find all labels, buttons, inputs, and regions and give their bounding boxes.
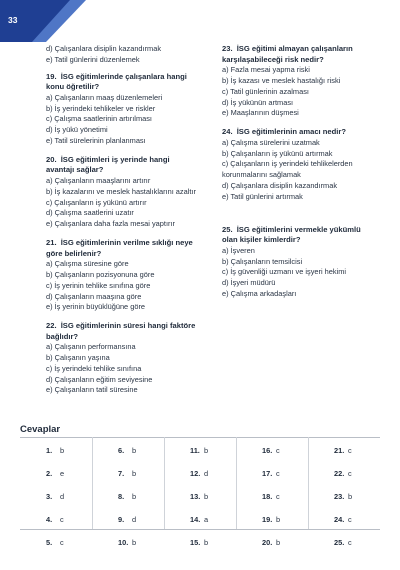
answer-number: 2. [46,469,53,478]
option: b) Çalışanların temsilcisi [222,256,303,266]
answer-letter: d [204,469,209,478]
question-number: 25. [222,224,233,234]
answer-letter: d [60,492,65,501]
option: c) Çalışma saatlerinin artırılması [46,114,152,124]
question-number: 21. [46,237,57,247]
answer-letter: b [132,538,137,547]
right-column [222,44,372,308]
answer-letter: c [348,469,352,478]
question-20 [46,155,196,230]
answer-key-grid [20,439,380,554]
answer-number: 13. [190,492,201,501]
option: e) Çalışanların tatil süresine [46,385,138,395]
answers-top-rule [20,437,380,438]
page-number: 33 [8,15,18,25]
answer-cell [308,462,380,485]
answer-cell [20,439,92,462]
answer-cell [92,531,164,554]
question-title [46,321,196,342]
answer-number: 25. [334,538,345,547]
answers-title: Cevaplar [20,424,61,435]
answer-letter: e [60,469,65,478]
option: e) Çalışanlara daha fazla mesai yaptırır [46,219,175,229]
answer-number: 16. [262,446,273,455]
answer-letter: b [132,446,137,455]
answer-number: 21. [334,446,345,455]
answer-letter: c [276,492,280,501]
answer-letter: c [60,515,64,524]
answer-cell [236,508,308,531]
question-text: İSG eğitimlerinin amacı nedir? [236,127,346,137]
option: a) Çalışanın performansına [46,342,136,352]
question-18-continuation [46,44,196,66]
answer-number: 18. [262,492,273,501]
answer-number: 19. [262,515,273,524]
answer-cell [236,531,308,554]
answer-cell [20,485,92,508]
question-title [46,155,196,176]
answer-number: 20. [262,538,273,547]
answer-number: 3. [46,492,53,501]
answer-number: 1. [46,446,53,455]
answer-letter: b [276,515,281,524]
answer-cell [236,439,308,462]
answer-cell [92,439,164,462]
answer-cell [92,485,164,508]
answer-letter: b [204,538,209,547]
answer-cell [20,462,92,485]
answer-letter: c [276,446,280,455]
option: e) Maaşlarının düşmesi [222,108,299,118]
answer-cell [164,485,236,508]
answer-number: 24. [334,515,345,524]
question-title [222,127,372,138]
question-title [46,238,196,259]
answer-number: 23. [334,492,345,501]
option: b) Çalışanların iş yükünü artırmak [222,148,333,158]
option: e) Tatil günlerini artırmak [222,191,303,201]
question-text: İSG eğitimlerinin süresi hangi faktöre bağlıdır? [46,321,196,341]
option: a) Çalışma süresine göre [46,259,129,269]
answer-letter: b [132,469,137,478]
question-number: 20. [46,154,57,164]
question-24 [222,127,372,202]
option: d) Çalışanlara disiplin kazandırmak [46,44,162,53]
answer-number: 9. [118,515,125,524]
option: b) İş kazası ve meslek hastalığı riski [222,75,341,85]
answer-cell [308,508,380,531]
answer-letter: a [204,515,209,524]
answer-number: 10. [118,538,129,547]
option: e) Çalışma arkadaşları [222,288,297,298]
answer-number: 8. [118,492,125,501]
answer-number: 6. [118,446,125,455]
answer-letter: c [60,538,64,547]
option: d) Çalışanların maaşına göre [46,291,142,301]
answer-number: 22. [334,469,345,478]
question-number: 23. [222,44,233,53]
option: c) Çalışanların iş yerindeki tehlikelerden korunmalarını sağlamak [222,159,353,180]
option: a) Fazla mesai yapma riski [222,65,310,75]
question-19 [46,72,196,147]
answer-number: 14. [190,515,201,524]
answer-cell [236,462,308,485]
answer-number: 15. [190,538,201,547]
answer-letter: b [60,446,65,455]
option: a) İşveren [222,245,255,255]
option: a) Çalışanların maaşlarını artırır [46,175,151,185]
option: b) İş yerindeki tehlikeler ve riskler [46,103,156,113]
answer-cell [164,531,236,554]
question-text: İSG eğitimlerini vermekle yükümlü olan kişiler kimlerdir? [222,224,361,245]
answer-number: 12. [190,469,201,478]
answer-letter: c [348,538,352,547]
question-title [46,72,196,93]
answer-number: 4. [46,515,53,524]
option: d) Çalışma saatlerini uzatır [46,208,134,218]
question-text: İSG eğitimlerinin verilme sıklığı neye göre belirlenir? [46,237,193,258]
option: b) Çalışanların pozisyonuna göre [46,269,155,279]
question-text: İSG eğitimi almayan çalışanların karşılaşabileceği risk nedir? [222,44,353,64]
question-number: 19. [46,71,57,81]
answer-cell [92,508,164,531]
answer-letter: b [276,538,281,547]
answer-letter: b [132,492,137,501]
option: a) Çalışanların maaş düzenlemeleri [46,92,163,102]
answer-cell [308,485,380,508]
option: b) Çalışanın yaşına [46,353,110,363]
answer-letter: c [348,446,352,455]
question-22 [46,321,196,396]
answer-cell [164,439,236,462]
question-text: İSG eğitimlerinde çalışanlara hangi konu öğretilir? [46,71,187,92]
question-25 [222,225,372,300]
answer-number: 5. [46,538,53,547]
option: e) Tatil sürelerinin planlanması [46,135,146,145]
answer-cell [164,462,236,485]
answer-cell [92,462,164,485]
answer-letter: d [132,515,137,524]
answer-cell [20,531,92,554]
option: e) Tatil günlerini düzenlemek [46,54,140,64]
answer-letter: c [348,515,352,524]
option: d) Çalışanların eğitim seviyesine [46,374,153,384]
question-21 [46,238,196,313]
option: d) Çalışanlara disiplin kazandırmak [222,180,338,190]
option: a) Çalışma sürelerini uzatmak [222,137,320,147]
answer-letter: c [276,469,280,478]
question-number: 22. [46,321,57,331]
option: c) Çalışanların iş yükünü artırır [46,197,147,207]
question-23 [222,44,372,119]
option: c) İş yerinin tehlike sınıfına göre [46,280,151,290]
answer-letter: b [204,446,209,455]
answer-number: 7. [118,469,125,478]
question-number: 24. [222,127,233,137]
answer-number: 17. [262,469,273,478]
answer-number: 11. [190,446,200,455]
answer-letter: b [204,492,209,501]
answer-cell [236,485,308,508]
answer-letter: b [348,492,353,501]
option: c) İş yerindeki tehlike sınıfına [46,363,142,373]
answer-cell [308,531,380,554]
option: b) İş kazalarını ve meslek hastalıklarını azaltır [46,186,196,196]
question-text: İSG eğitimleri iş yerinde hangi avantajı sağlar? [46,154,170,175]
question-title [222,44,372,65]
answer-cell [20,508,92,531]
option: c) İş güvenliği uzmanı ve işyeri hekimi [222,267,347,277]
option: e) İş yerinin büyüklüğüne göre [46,302,146,312]
answer-cell [308,439,380,462]
option: d) İşyeri müdürü [222,278,276,288]
question-title [222,225,372,246]
left-column [46,44,196,404]
option: d) İş yükü yönetimi [46,125,108,135]
option: d) İş yükünün artması [222,97,294,107]
option: c) Tatil günlerinin azalması [222,86,309,96]
answer-cell [164,508,236,531]
